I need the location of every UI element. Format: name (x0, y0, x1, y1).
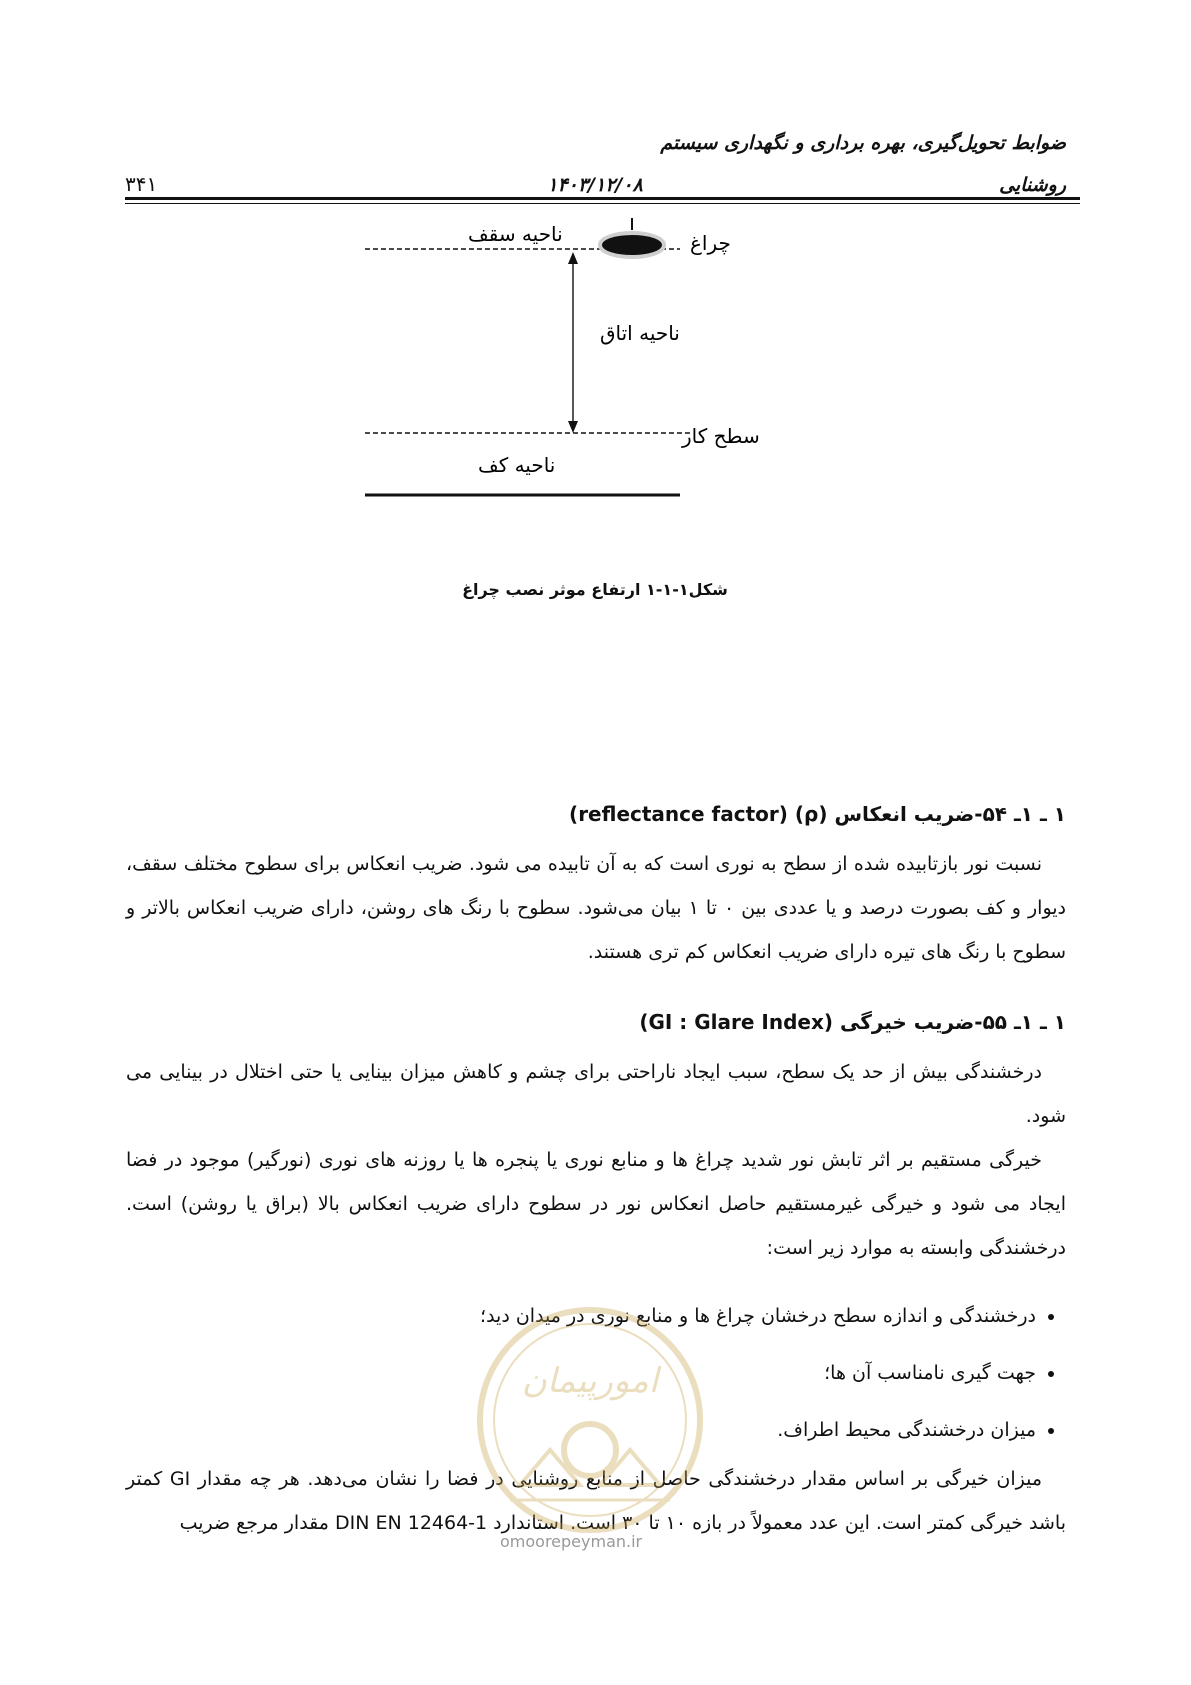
document-subtitle: روشنایی (999, 174, 1066, 196)
lamp-label: چراغ (690, 231, 731, 255)
paragraph-reflectance (126, 842, 1066, 974)
svg-text:امورپیمان: امورپیمان (521, 1361, 659, 1401)
paragraph-text: میزان خیرگی بر اساس مقدار درخشندگی حاصل از منابع روشنایی در فضا را نشان می‌دهد. هر چه مقدار GI کمتر باشد خیرگی کمتر است. این عدد معمولاً در بازه ۱۰ تا ۳۰ است. استاندارد DIN EN 12464-1 مقدار مرجع ضریب (126, 1468, 1066, 1534)
document-date: ۱۴۰۳/۱۲/۰۸ (547, 174, 643, 196)
list-item: • میزان درخشندگی محیط اطراف. (136, 1402, 1036, 1459)
lamp-icon (602, 235, 662, 255)
page-number: ۳۴۱ (125, 172, 158, 196)
paragraph-glare-definition (126, 1050, 1066, 1270)
ceiling-zone-label: ناحیه سقف (468, 222, 563, 246)
arrow-up-icon (568, 252, 578, 264)
list-item: • جهت گیری نامناسب آن ها؛ (136, 1345, 1036, 1402)
watermark-site: omoorepeyman.ir (500, 1532, 643, 1551)
work-plane-label: سطح کار (682, 424, 760, 448)
document-title: ضوابط تحویل‌گیری، بهره برداری و نگهداری سیستم (660, 132, 1066, 154)
header-rule-thick (125, 197, 1080, 200)
room-zone-label: ناحیه اتاق (600, 321, 680, 345)
section-heading-reflectance: ۱ ـ ۱ـ ۵۴-ضریب انعکاس (ρ) (reflectance factor) (569, 802, 1066, 826)
arrow-down-icon (568, 421, 578, 433)
list-item: • درخشندگی و اندازه سطح درخشان چراغ ها و منابع نوری در میدان دید؛ (136, 1288, 1036, 1345)
figure-caption: شکل۱-۱-۱ ارتفاع موثر نصب چراغ (462, 580, 728, 599)
paragraph-text: نسبت نور بازتابیده شده از سطح به نوری است که به آن تابیده می شود. ضریب انعکاس برای سطوح مختلف سقف، دیوار و کف بصورت درصد و یا عددی بین ۰ تا ۱ بیان می‌شود. سطوح با رنگ های روشن، دارای ضریب انعکاس بالاتر و سطوح با رنگ های تیره دارای ضریب انعکاس کم تری هستند. (126, 853, 1067, 963)
mounting-height-diagram (360, 218, 780, 508)
section-heading-glare: ۱ ـ ۱ـ ۵۵-ضریب خیرگی (GI : Glare Index) (639, 1010, 1066, 1034)
floor-zone-label: ناحیه کف (478, 453, 556, 477)
header-rule-thin (125, 203, 1080, 204)
watermark-logo (470, 1300, 710, 1540)
paragraph-text: خیرگی مستقیم بر اثر تابش نور شدید چراغ ها و منابع نوری یا پنجره ها یا روزنه های نوری (نورگیر) موجود در فضا ایجاد می شود و خیرگی غیرمستقیم حاصل انعکاس نور در سطوح دارای ضریب انعکاس بالا (براق یا روشن) است. درخشندگی وابسته به موارد زیر است: (126, 1149, 1066, 1259)
paragraph-text: درخشندگی بیش از حد یک سطح، سبب ایجاد ناراحتی برای چشم و کاهش میزان بینایی یا حتی اختلال در بینایی می شود. (126, 1061, 1066, 1127)
